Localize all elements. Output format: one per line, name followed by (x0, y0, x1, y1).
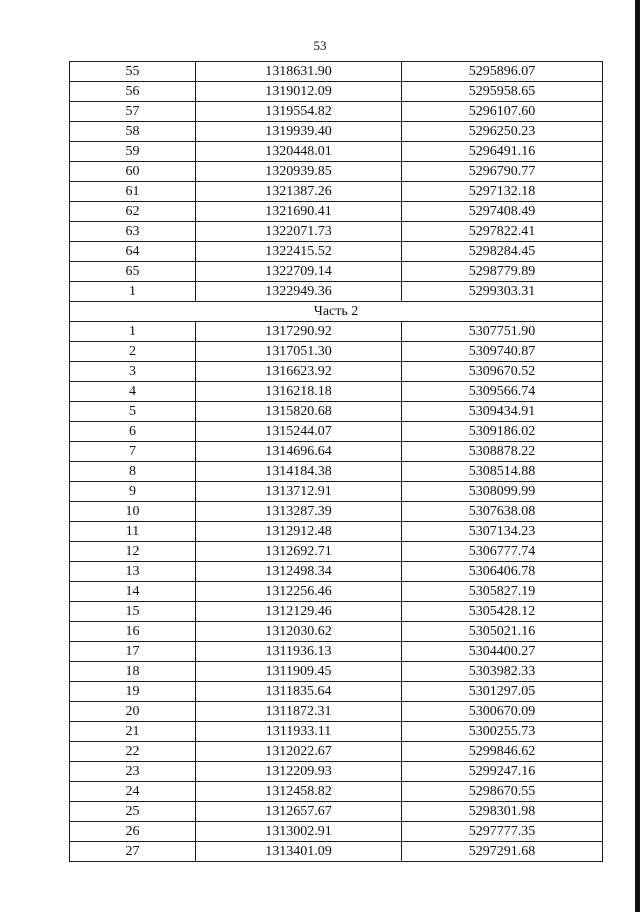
y-coordinate-cell: 5309670.52 (402, 362, 603, 382)
point-number-cell: 55 (70, 62, 196, 82)
y-coordinate-cell: 5309434.91 (402, 402, 603, 422)
table-row (70, 502, 603, 522)
x-coordinate-cell: 1312458.82 (196, 782, 402, 802)
point-number-cell: 9 (70, 482, 196, 502)
x-coordinate-cell: 1311835.64 (196, 682, 402, 702)
point-number-cell: 58 (70, 122, 196, 142)
x-coordinate-cell: 1311909.45 (196, 662, 402, 682)
table-row (70, 582, 603, 602)
y-coordinate-cell: 5304400.27 (402, 642, 603, 662)
point-number-cell: 27 (70, 842, 196, 862)
table-row (70, 482, 603, 502)
coordinates-table (69, 61, 603, 862)
point-number-cell: 1 (70, 282, 196, 302)
table-row (70, 162, 603, 182)
x-coordinate-cell: 1312129.46 (196, 602, 402, 622)
point-number-cell: 24 (70, 782, 196, 802)
table-row (70, 262, 603, 282)
coordinates-table-body (70, 62, 603, 862)
point-number-cell: 62 (70, 202, 196, 222)
y-coordinate-cell: 5309740.87 (402, 342, 603, 362)
y-coordinate-cell: 5297777.35 (402, 822, 603, 842)
table-row (70, 822, 603, 842)
x-coordinate-cell: 1316623.92 (196, 362, 402, 382)
x-coordinate-cell: 1322415.52 (196, 242, 402, 262)
x-coordinate-cell: 1312256.46 (196, 582, 402, 602)
x-coordinate-cell: 1312209.93 (196, 762, 402, 782)
y-coordinate-cell: 5300255.73 (402, 722, 603, 742)
point-number-cell: 63 (70, 222, 196, 242)
x-coordinate-cell: 1317051.30 (196, 342, 402, 362)
x-coordinate-cell: 1313287.39 (196, 502, 402, 522)
x-coordinate-cell: 1322709.14 (196, 262, 402, 282)
point-number-cell: 2 (70, 342, 196, 362)
x-coordinate-cell: 1313002.91 (196, 822, 402, 842)
table-row (70, 522, 603, 542)
table-row (70, 62, 603, 82)
x-coordinate-cell: 1311872.31 (196, 702, 402, 722)
x-coordinate-cell: 1312692.71 (196, 542, 402, 562)
point-number-cell: 64 (70, 242, 196, 262)
point-number-cell: 15 (70, 602, 196, 622)
point-number-cell: 17 (70, 642, 196, 662)
y-coordinate-cell: 5298670.55 (402, 782, 603, 802)
x-coordinate-cell: 1320448.01 (196, 142, 402, 162)
x-coordinate-cell: 1315244.07 (196, 422, 402, 442)
x-coordinate-cell: 1315820.68 (196, 402, 402, 422)
point-number-cell: 4 (70, 382, 196, 402)
table-row (70, 682, 603, 702)
table-row (70, 222, 603, 242)
x-coordinate-cell: 1312022.67 (196, 742, 402, 762)
x-coordinate-cell: 1311936.13 (196, 642, 402, 662)
point-number-cell: 13 (70, 562, 196, 582)
x-coordinate-cell: 1319939.40 (196, 122, 402, 142)
table-row (70, 442, 603, 462)
table-row (70, 362, 603, 382)
table-row (70, 562, 603, 582)
point-number-cell: 12 (70, 542, 196, 562)
y-coordinate-cell: 5309566.74 (402, 382, 603, 402)
point-number-cell: 6 (70, 422, 196, 442)
y-coordinate-cell: 5307751.90 (402, 322, 603, 342)
y-coordinate-cell: 5308878.22 (402, 442, 603, 462)
y-coordinate-cell: 5299846.62 (402, 742, 603, 762)
x-coordinate-cell: 1318631.90 (196, 62, 402, 82)
x-coordinate-cell: 1314696.64 (196, 442, 402, 462)
x-coordinate-cell: 1316218.18 (196, 382, 402, 402)
x-coordinate-cell: 1321387.26 (196, 182, 402, 202)
x-coordinate-cell: 1311933.11 (196, 722, 402, 742)
point-number-cell: 20 (70, 702, 196, 722)
y-coordinate-cell: 5297822.41 (402, 222, 603, 242)
table-row (70, 802, 603, 822)
table-row (70, 402, 603, 422)
point-number-cell: 23 (70, 762, 196, 782)
point-number-cell: 21 (70, 722, 196, 742)
section-title: Часть 2 (70, 302, 603, 322)
y-coordinate-cell: 5295958.65 (402, 82, 603, 102)
x-coordinate-cell: 1312657.67 (196, 802, 402, 822)
x-coordinate-cell: 1322949.36 (196, 282, 402, 302)
table-row (70, 762, 603, 782)
y-coordinate-cell: 5295896.07 (402, 62, 603, 82)
table-row (70, 422, 603, 442)
point-number-cell: 19 (70, 682, 196, 702)
table-row (70, 662, 603, 682)
y-coordinate-cell: 5297408.49 (402, 202, 603, 222)
table-row (70, 782, 603, 802)
table-row (70, 622, 603, 642)
point-number-cell: 65 (70, 262, 196, 282)
y-coordinate-cell: 5306406.78 (402, 562, 603, 582)
x-coordinate-cell: 1313712.91 (196, 482, 402, 502)
y-coordinate-cell: 5308514.88 (402, 462, 603, 482)
y-coordinate-cell: 5305428.12 (402, 602, 603, 622)
point-number-cell: 16 (70, 622, 196, 642)
y-coordinate-cell: 5308099.99 (402, 482, 603, 502)
x-coordinate-cell: 1312030.62 (196, 622, 402, 642)
table-row (70, 342, 603, 362)
point-number-cell: 10 (70, 502, 196, 522)
y-coordinate-cell: 5298301.98 (402, 802, 603, 822)
table-row (70, 842, 603, 862)
point-number-cell: 1 (70, 322, 196, 342)
table-row (70, 642, 603, 662)
table-row (70, 702, 603, 722)
y-coordinate-cell: 5305827.19 (402, 582, 603, 602)
x-coordinate-cell: 1320939.85 (196, 162, 402, 182)
scan-edge-border (635, 0, 640, 912)
page-number: 53 (313, 38, 327, 53)
y-coordinate-cell: 5299303.31 (402, 282, 603, 302)
table-row (70, 142, 603, 162)
y-coordinate-cell: 5305021.16 (402, 622, 603, 642)
y-coordinate-cell: 5298284.45 (402, 242, 603, 262)
table-row (70, 722, 603, 742)
x-coordinate-cell: 1317290.92 (196, 322, 402, 342)
y-coordinate-cell: 5297132.18 (402, 182, 603, 202)
y-coordinate-cell: 5297291.68 (402, 842, 603, 862)
x-coordinate-cell: 1322071.73 (196, 222, 402, 242)
point-number-cell: 3 (70, 362, 196, 382)
table-row (70, 82, 603, 102)
y-coordinate-cell: 5296107.60 (402, 102, 603, 122)
table-row (70, 122, 603, 142)
x-coordinate-cell: 1312498.34 (196, 562, 402, 582)
point-number-cell: 8 (70, 462, 196, 482)
table-row (70, 462, 603, 482)
point-number-cell: 18 (70, 662, 196, 682)
table-row (70, 102, 603, 122)
y-coordinate-cell: 5301297.05 (402, 682, 603, 702)
x-coordinate-cell: 1319012.09 (196, 82, 402, 102)
section-row (70, 302, 603, 322)
y-coordinate-cell: 5298779.89 (402, 262, 603, 282)
y-coordinate-cell: 5300670.09 (402, 702, 603, 722)
x-coordinate-cell: 1319554.82 (196, 102, 402, 122)
y-coordinate-cell: 5299247.16 (402, 762, 603, 782)
table-row (70, 282, 603, 302)
table-row (70, 542, 603, 562)
x-coordinate-cell: 1312912.48 (196, 522, 402, 542)
table-row (70, 242, 603, 262)
point-number-cell: 22 (70, 742, 196, 762)
y-coordinate-cell: 5296790.77 (402, 162, 603, 182)
y-coordinate-cell: 5303982.33 (402, 662, 603, 682)
point-number-cell: 61 (70, 182, 196, 202)
point-number-cell: 60 (70, 162, 196, 182)
y-coordinate-cell: 5309186.02 (402, 422, 603, 442)
point-number-cell: 56 (70, 82, 196, 102)
point-number-cell: 26 (70, 822, 196, 842)
x-coordinate-cell: 1321690.41 (196, 202, 402, 222)
y-coordinate-cell: 5307638.08 (402, 502, 603, 522)
table-row (70, 742, 603, 762)
y-coordinate-cell: 5307134.23 (402, 522, 603, 542)
table-row (70, 382, 603, 402)
y-coordinate-cell: 5306777.74 (402, 542, 603, 562)
point-number-cell: 59 (70, 142, 196, 162)
y-coordinate-cell: 5296250.23 (402, 122, 603, 142)
point-number-cell: 7 (70, 442, 196, 462)
table-row (70, 602, 603, 622)
point-number-cell: 14 (70, 582, 196, 602)
table-row (70, 202, 603, 222)
table-row (70, 322, 603, 342)
x-coordinate-cell: 1314184.38 (196, 462, 402, 482)
point-number-cell: 25 (70, 802, 196, 822)
point-number-cell: 5 (70, 402, 196, 422)
x-coordinate-cell: 1313401.09 (196, 842, 402, 862)
table-row (70, 182, 603, 202)
point-number-cell: 11 (70, 522, 196, 542)
y-coordinate-cell: 5296491.16 (402, 142, 603, 162)
point-number-cell: 57 (70, 102, 196, 122)
